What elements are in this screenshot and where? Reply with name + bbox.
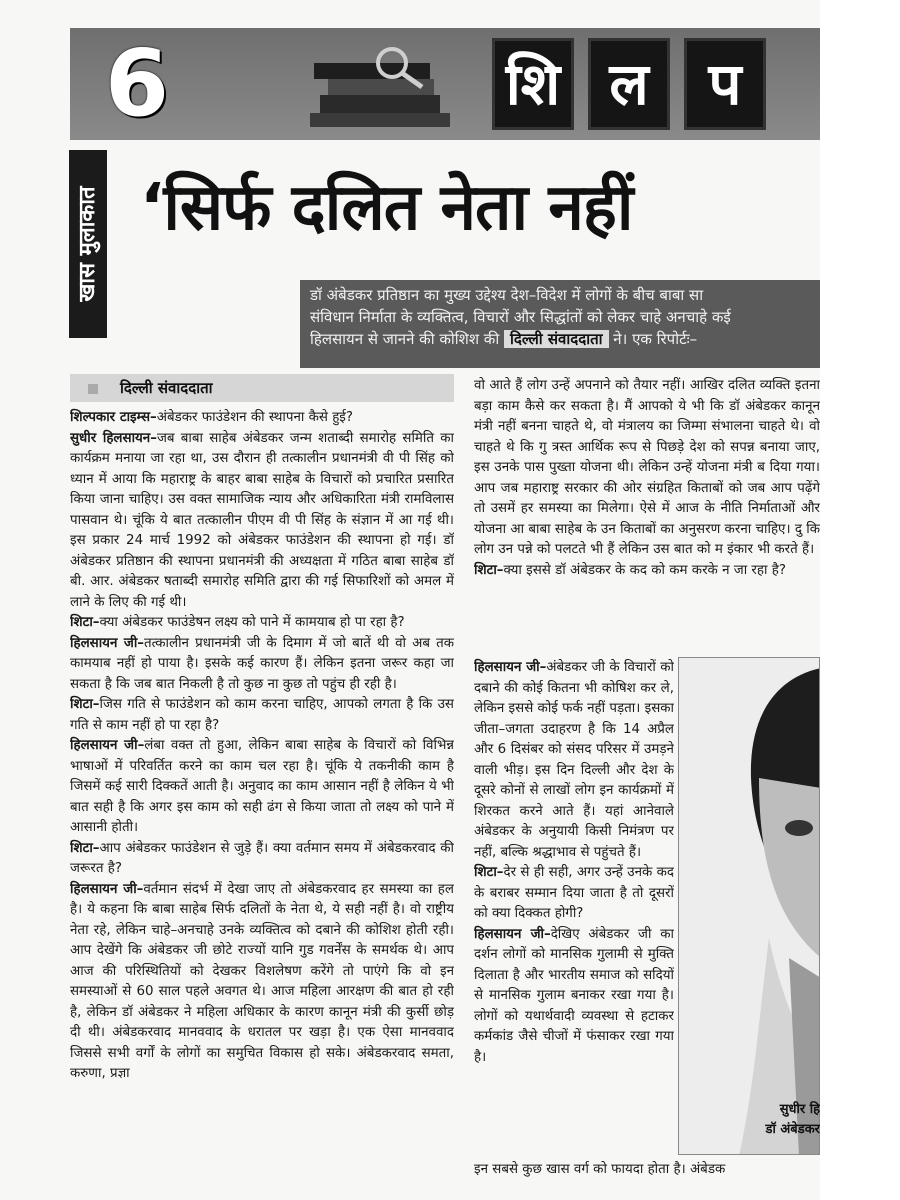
article-column-right-bottom: इन सबसे कुछ खास वर्ग को फायदा होता है। अंबेडक (474, 1162, 726, 1177)
portrait-image (679, 658, 820, 1155)
qa-paragraph: शिटा–देर से ही सही, अगर उन्हें उनके कद के बराबर सम्मान दिया जाता है तो दूसरों को क्या दिक्कत होगी? (474, 865, 674, 921)
intro-line: डॉ अंबेडकर प्रतिष्ठान का मुख्य उद्देश्य देश–विदेश में लोगों के बीच बाबा सा (310, 286, 704, 304)
qa-paragraph: शिटा–क्या इससे डॉ अंबेडकर के कद को कम करके न जा रहा है? (474, 562, 786, 578)
qa-paragraph: सुधीर हिलसायन–जब बाबा साहेब अंबेडकर जन्म शताब्दी समारोह समिति का कार्यक्रम मनाया जा रहा था, उस दौरान ही तत्कालीन प्रधानमंत्री वी पी सिंह को ध्यान में आया कि महाराष्ट्र के बाहर बाबा साहेब के विचारों को प्रचारित प्रसारित किया जाना चाहिए। उस वक्त सामाजिक न्याय और अधिकारिता मंत्री रामविलास पासवान थे। चूंकि ये बात तत्कालीन पीएम वी पी सिंह के संज्ञान में आ गई थी। इस प्रकार 24 मार्च 1992 को अंबेडकर फाउंडेशन की स्थापना हो गई। डॉ अंबेडकर प्रतिष्ठान की स्थापना प्रधानमंत्री की अध्यक्षता में गठित बाबा साहेब डॉ बी. आर. अंबेडकर षताब्दी समारोह समिति द्वारा की गई सिफारिशों को अमल में लाने के लिए की गई थी। (70, 430, 454, 610)
page-margin (820, 0, 900, 1200)
qa-paragraph: हिलसायन जी–देखिए अंबेडकर जी का दर्शन लोगों को मानसिक गुलामी से मुक्ति दिलाता है और भारतीय समाज को सदियों से मानसिक गुलाम बनाकर रखा गया है। लोगों को यथार्थवादी व्यवस्था से हटाकर कर्मकांड जैसे चीजों में फंसाकर रखा गया है। (474, 926, 674, 1065)
qa-paragraph: हिलसायन जी–लंबा वक्त तो हुआ, लेकिन बाबा साहेब के विचारों को विभिन्न भाषाओं में परिवर्तित करने का काम चल रहा है। चूंकि ये तकनीकी काम है जिसमें कई सारी दिक्कतें आती है। अनुवाद का काम आसान नहीं है लेकिन ये भी बात सही है कि अगर इस काम को सही ढंग से किया जाता तो लक्ष्य को पाने में आसानी होती। (70, 738, 454, 835)
section-title-tiles (492, 38, 766, 130)
qa-paragraph: हिलसायन जी–अंबेडकर जी के विचारों को दबाने की कोई कितना भी कोषिश कर ले, लेकिन इससे कोई फर्क नहीं पड़ता। इसका जीता–जगता उदाहरण है कि 14 अप्रैल और 6 दिसंबर को संसद परिसर में उमड़ने वाली भीड़। इस दिन दिल्ली और देश के दूसरे कोनों से लाखों लोग इन कार्यक्रमों में शिरकत करने आते हैं। यहां आनेवाले अंबेडकर के अनुयायी किसी निमंत्रण पर नहीं, बल्कि श्रद्धाभाव से पहुंचते हैं। (474, 660, 674, 860)
section-tile: प (684, 38, 766, 130)
byline: दिल्ली संवाददाता (70, 374, 454, 402)
headline: ‘सिर्फ दलित नेता नहीं (140, 171, 633, 245)
intro-line: संविधान निर्माता के व्यक्तित्व, विचारों और सिद्धांतों को लेकर चाहे अनचाहे कई (310, 308, 731, 326)
qa-paragraph: वो आते हैं लोग उन्हें अपनाने को तैयार नहीं। आखिर दलित व्यक्ति इतना बड़ा काम कैसे कर सकता है। मैं आपको ये भी कि डॉ अंबेडकर कानून मंत्री नहीं बनना चाहते थे, वो मंत्रालय का जिम्मा संभालना चाहते थे। वो चाहते थे कि गु त्रस्त आर्थिक रूप से पिछड़े देश को सपन्न बनाया जाए, इस उनके पास पुख्ता योजना थी। लेकिन उन्हें योजना मंत्री ब दिया गया। आप जब महाराष्ट्र सरकार की ओर संग्रहित किताबों को जब आप पढ़ेंगे तो उसमें हर समस्या का मिलेगा। ऐसे में आज के नीति निर्माताओं और योजना आ बाबा साहेब के उन किताबों का अनुसरण करना चाहिए। दु कि लोग उन पन्ने को पलटते भी हैं लेकिन उस बात को म इंकार भी करते हैं। (474, 378, 820, 557)
article-column-left (70, 408, 454, 1200)
article-column-right-top (474, 376, 820, 659)
section-tile: शि (492, 38, 574, 130)
intro-highlight: दिल्ली संवाददाता (504, 330, 609, 348)
page-number: 6 (104, 30, 169, 137)
article-column-right-narrow (474, 658, 674, 1200)
qa-paragraph: शिटा–क्या अंबेडकर फाउंडेषन लक्ष्य को पाने में कामयाब हो पा रहा है? (70, 615, 405, 630)
intro-box (300, 280, 820, 368)
qa-paragraph: हिलसायन जी–तत्कालीन प्रधानमंत्री जी के दिमाग में जो बातें थी वो अब तक कामयाब नहीं हो पाया है। इसके कई कारण हैं। लेकिन इतना जरूर कहा जा सकता है कि जब बात निकली है तो कुछ ना कुछ तो पहुंच ही रही है। (70, 635, 454, 692)
qa-paragraph: शिटा–आप अंबेडकर फाउंडेशन से जुड़े हैं। क्या वर्तमान समय में अंबेडकरवाद की जरूरत है? (70, 840, 454, 876)
section-tile: ल (588, 38, 670, 130)
qa-paragraph: शिल्पकार टाइम्स–अंबेडकर फाउंडेशन की स्थापना कैसे हुई? (70, 410, 353, 425)
portrait-photo (678, 657, 820, 1155)
qa-paragraph: हिलसायन जी–वर्तमान संदर्भ में देखा जाए तो अंबेडकरवाद हर समस्या का हल है। ये कहना कि बाबा साहेब सिर्फ दलितों के नेता थे, ये सही नहीं है। वो राष्ट्रीय नेता रहे, लेकिन चाहे–अनचाहे उनके व्यक्तित्व को दबाने की कोशिश होती रही। आप देखेंगे कि अंबेडकर जी छोटे राज्यों यानि गुड गवर्नेंस के समर्थक थे। आप आज की परिस्थितियों को देखकर विशलेषण करेंगे तो पाएंगे कि वो इन समस्याओं से 60 साल पहले अवगत थे। आज महिला आरक्षण की बात हो रही है, लेकिन डॉ अंबेडकर ने महिला अधिकार के कारण कानून मंत्री की कुर्सी छोड़ दी थी। अंबेडकरवाद मानववाद के धरातल पर खड़ा है। एक ऐसा मानववाद जिससे सभी वर्गों के लोगों का समुचित विकास हो सके। अंबेडकरवाद समता, करुणा, प्रज्ञा (70, 881, 454, 1081)
intro-line: हिलसायन से जानने की कोशिश की दिल्ली संवाददाता ने। एक रिपोर्टः– (310, 330, 698, 348)
side-label: खास मुलाकात (75, 186, 100, 302)
books-magnifier-icon (300, 45, 460, 130)
photo-caption: सुधीर हि डॉ अंबेडकर (765, 1102, 820, 1137)
qa-paragraph: शिटा–जिस गति से फाउंडेशन को काम करना चाहिए, आपको लगता है कि उस गति से काम नहीं हो पा रहा है? (70, 697, 454, 733)
